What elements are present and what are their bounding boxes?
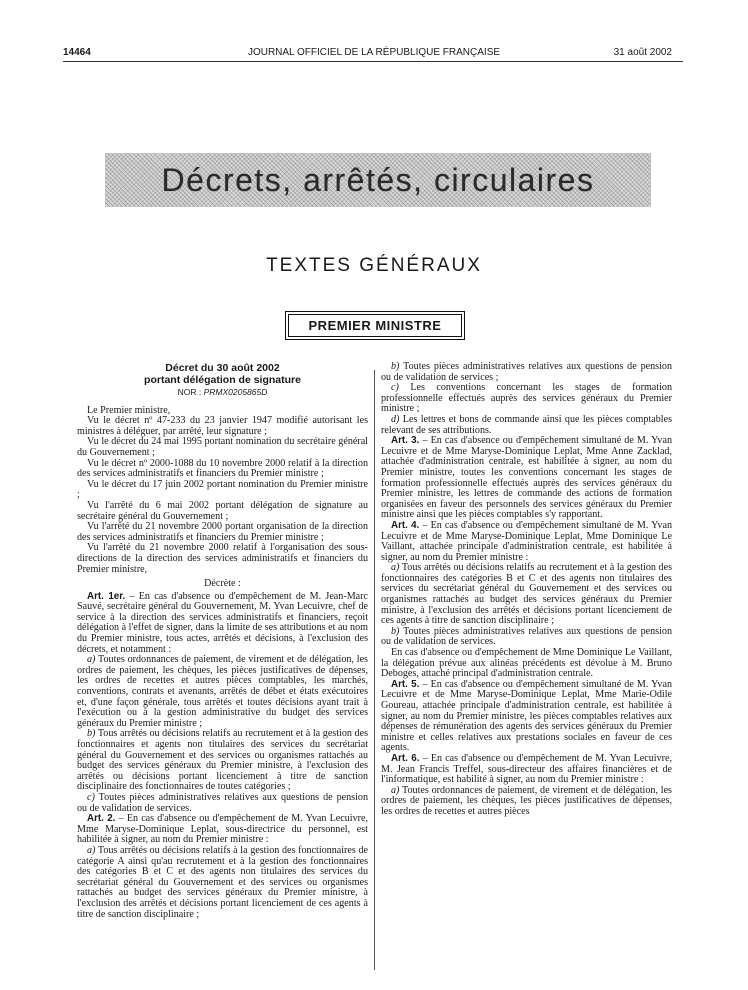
item-text: Tous arrêtés ou décisions relatifs au recrutement et à la gestion des fonctionnaires et agents non titulaires des services du secrétariat général du Gouvernement et des services ou organismes rattachés au budget des services généraux du Premier ministre, à l'exclusion des arrêtés ou décisions portant licenciement à titre de sanction disciplinaire des fonctionnaires de toutes catégories ; bbox=[77, 728, 368, 793]
item-text: Toutes pièces administratives relatives aux questions de pension ou de validation de services. bbox=[77, 791, 368, 814]
article-2-item-b bbox=[381, 362, 672, 383]
article-2-item-d bbox=[381, 415, 672, 436]
article-2-item-c bbox=[381, 383, 672, 415]
article-4-paragraph: En cas d'absence ou d'empêchement de Mme Dominique Le Vaillant, la délégation prévue aux alinéas précédents est dévolue à M. Bruno Deboges, attaché principal d'administration centrale. bbox=[381, 647, 672, 680]
item-letter: b) bbox=[391, 625, 400, 637]
article-3 bbox=[381, 436, 672, 521]
ministry-box bbox=[285, 311, 465, 340]
banner-title: Décrets, arrêtés, circulaires bbox=[161, 161, 595, 198]
item-letter: a) bbox=[391, 784, 400, 796]
article-1-label: Art. 1er. bbox=[87, 590, 126, 602]
article-4-item-a bbox=[381, 563, 672, 627]
decree-title-line2: portant délégation de signature bbox=[144, 374, 301, 386]
article-3-label: Art. 3. bbox=[391, 435, 420, 447]
article-1 bbox=[77, 592, 368, 656]
item-text: Tous arrêtés ou décisions relatifs au recrutement et à la gestion des fonctionnaires des catégories B et C et des agents non titulaires des services du secrétariat général du Gouvernement et des services ou organismes rattachés au budget des services généraux du Premier ministre, à l'exclusion des arrêtés et décisions portant licenciement de ces agents à titre de sanction disciplinaire ; bbox=[381, 562, 672, 627]
article-2-item-a bbox=[77, 846, 368, 920]
article-5-label: Art. 5. bbox=[391, 678, 420, 690]
item-text: Toutes ordonnances de paiement, de virement et de délégation, les ordres de paiement, les chèques, les pièces justificatives de dépenses, les ordres de recettes et autres pièces comptables, les marchés, conventions, contrats et avenants, arrêtés de débet et états exécutoires et, d'une façon générale, tous arrêtés et toutes décisions ayant trait à l'exécution ou à la gestion administrative du budget des services généraux du Premier ministre ; bbox=[77, 654, 368, 729]
article-6-label: Art. 6. bbox=[391, 752, 420, 764]
item-letter: d) bbox=[391, 413, 400, 425]
preamble-line: Vu le décret du 24 mai 1995 portant nomination du secrétaire général du Gouvernement ; bbox=[77, 436, 368, 458]
article-1-item-a bbox=[77, 655, 368, 729]
preamble-line: Vu l'arrêté du 6 mai 2002 portant délégation de signature au secrétaire général du Gouvernement ; bbox=[77, 499, 368, 522]
article-6-item-a bbox=[381, 786, 672, 818]
article-4 bbox=[381, 521, 672, 563]
article-5-text: – En cas d'absence ou d'empêchement simultané de M. Yvan Lecuivre et de Mme Maryse-Dominique Leplat, Mme Marie-Odile Goureau, attachée principale d'administration centrale, est habilitée à signer, au nom du Premier ministre, les pièces comptables relatives aux dépenses de rémunération des agents des services généraux du Premier ministre et celles relatives aux prestations sociales en faveur de ces agents. bbox=[381, 678, 673, 754]
section-banner bbox=[105, 153, 651, 207]
article-1-item-b bbox=[77, 729, 368, 793]
item-text: Tous arrêtés ou décisions relatifs à la gestion des fonctionnaires de catégorie A ainsi qu'au recrutement et à la gestion des fonctionnaires des catégories B et C et des agents non titulaires des services du secrétariat général du Gouvernement et des services ou organismes rattachés au budget des services généraux du Premier ministre, à l'exclusion des arrêtés et décisions portant licenciement de ces agents à titre de sanction disciplinaire ; bbox=[77, 844, 368, 920]
nor-reference bbox=[77, 387, 368, 398]
nor-label: NOR : bbox=[177, 387, 202, 397]
preamble-line: Vu l'arrêté du 21 novembre 2000 relatif à l'organisation des sous-directions de la direction des services administratifs et financiers du Premier ministre, bbox=[77, 542, 368, 575]
item-letter: c) bbox=[87, 791, 95, 803]
item-letter: a) bbox=[87, 844, 96, 856]
preamble-line: Vu le décret nº 47-233 du 23 janvier 1947 modifié autorisant les ministres à déléguer, par arrêté, leur signature ; bbox=[77, 415, 368, 437]
ministry-label: PREMIER MINISTRE bbox=[288, 314, 462, 337]
preamble-line: Le Premier ministre, bbox=[87, 404, 171, 416]
article-1-text: – En cas d'absence ou d'empêchement de M. Jean-Marc Sauvé, secrétaire général du Gouvernement, M. Yvan Lecuivre, chef de service à la direction des services administratifs et financiers, reçoit délégation à l'effet de signer, dans la limite de ses attributions et au nom du Premier ministre, tous actes, arrêtés et décisions, à l'exclusion des décrets, et notamment : bbox=[77, 590, 368, 655]
left-column bbox=[77, 362, 368, 920]
item-text: Les conventions concernant les stages de formation professionnelle effectués auprès des services généraux du Premier ministre ; bbox=[381, 382, 672, 415]
item-letter: b) bbox=[391, 361, 400, 372]
page-number: 14464 bbox=[63, 47, 91, 58]
article-3-text: – En cas d'absence ou d'empêchement simultané de M. Yvan Lecuivre et de Mme Maryse-Dominique Leplat, Mme Anne Zacklad, attachée d'administration centrale, est habilitée à signer, au nom du Premier ministre, toutes les conventions concernant les stages de formation professionnelle effectués auprès des services généraux du Premier ministre, les lettres de commande des actions de formation organisées en faveur des personnels des services généraux du Premier ministre ainsi que les pièces comptables s'y rapportant. bbox=[381, 435, 673, 521]
article-4-text: – En cas d'absence ou d'empêchement simultané de M. Yvan Lecuivre et de Mme Maryse-Dominique Leplat, Mme Dominique Le Vaillant, attachée principale d'administration centrale, est habilitée à signer, au nom du Premier ministre : bbox=[381, 519, 673, 563]
article-4-label: Art. 4. bbox=[391, 519, 420, 531]
column-divider bbox=[374, 370, 375, 970]
item-letter: c) bbox=[391, 382, 399, 394]
article-1-item-c bbox=[77, 793, 368, 814]
nor-code: PRMX0205865D bbox=[203, 387, 268, 397]
item-text: Toutes ordonnances de paiement, de virement et de délégation, les ordres de paiement, les chèques, les pièces justificatives de dépenses, les ordres de recettes et autres pièces bbox=[381, 784, 672, 817]
right-column bbox=[381, 362, 672, 818]
article-2-label: Art. 2. bbox=[87, 813, 116, 825]
issue-date: 31 août 2002 bbox=[613, 47, 672, 58]
article-4-item-b bbox=[381, 627, 672, 648]
journal-title: JOURNAL OFFICIEL DE LA RÉPUBLIQUE FRANÇAISE bbox=[247, 47, 501, 58]
item-letter: b) bbox=[87, 728, 96, 740]
decree-title bbox=[77, 362, 368, 386]
preamble-line: Vu le décret du 17 juin 2002 portant nomination du Premier ministre ; bbox=[77, 478, 368, 501]
article-2-text: – En cas d'absence ou d'empêchement de M. Yvan Lecuivre, Mme Maryse-Dominique Leplat, sous-directrice du personnel, est habilitée à signer, au nom du Premier ministre : bbox=[77, 813, 369, 846]
preamble-line: Vu l'arrêté du 21 novembre 2000 portant organisation de la direction des services administratifs et financiers du Premier ministre ; bbox=[77, 521, 368, 543]
section-title: TEXTES GÉNÉRAUX bbox=[266, 255, 482, 276]
decrete-heading: Décrète : bbox=[204, 578, 241, 590]
item-letter: a) bbox=[391, 562, 400, 574]
article-6-text: – En cas d'absence ou d'empêchement de M. Yvan Lecuivre, M. Jean Francis Treffel, sous-directeur des affaires financières et de l'informatique, est habilité à signer, au nom du Premier ministre : bbox=[381, 752, 673, 786]
item-text: Toutes pièces administratives relatives aux questions de pension ou de validation de services. bbox=[381, 625, 672, 648]
article-6 bbox=[381, 754, 672, 786]
header-rule bbox=[63, 61, 683, 62]
article-5 bbox=[381, 680, 672, 754]
item-letter: a) bbox=[87, 654, 96, 666]
item-text: Toutes pièces administratives relatives aux questions de pension ou de validation de services ; bbox=[381, 361, 672, 383]
decree-title-line1: Décret du 30 août 2002 bbox=[165, 362, 280, 374]
preamble-line: Vu le décret nº 2000-1088 du 10 novembre 2000 relatif à la direction des services administratifs et financiers du Premier ministre ; bbox=[77, 457, 368, 480]
item-text: Les lettres et bons de commande ainsi que les pièces comptables relevant de ses attributions. bbox=[381, 413, 672, 436]
article-2 bbox=[77, 814, 368, 846]
